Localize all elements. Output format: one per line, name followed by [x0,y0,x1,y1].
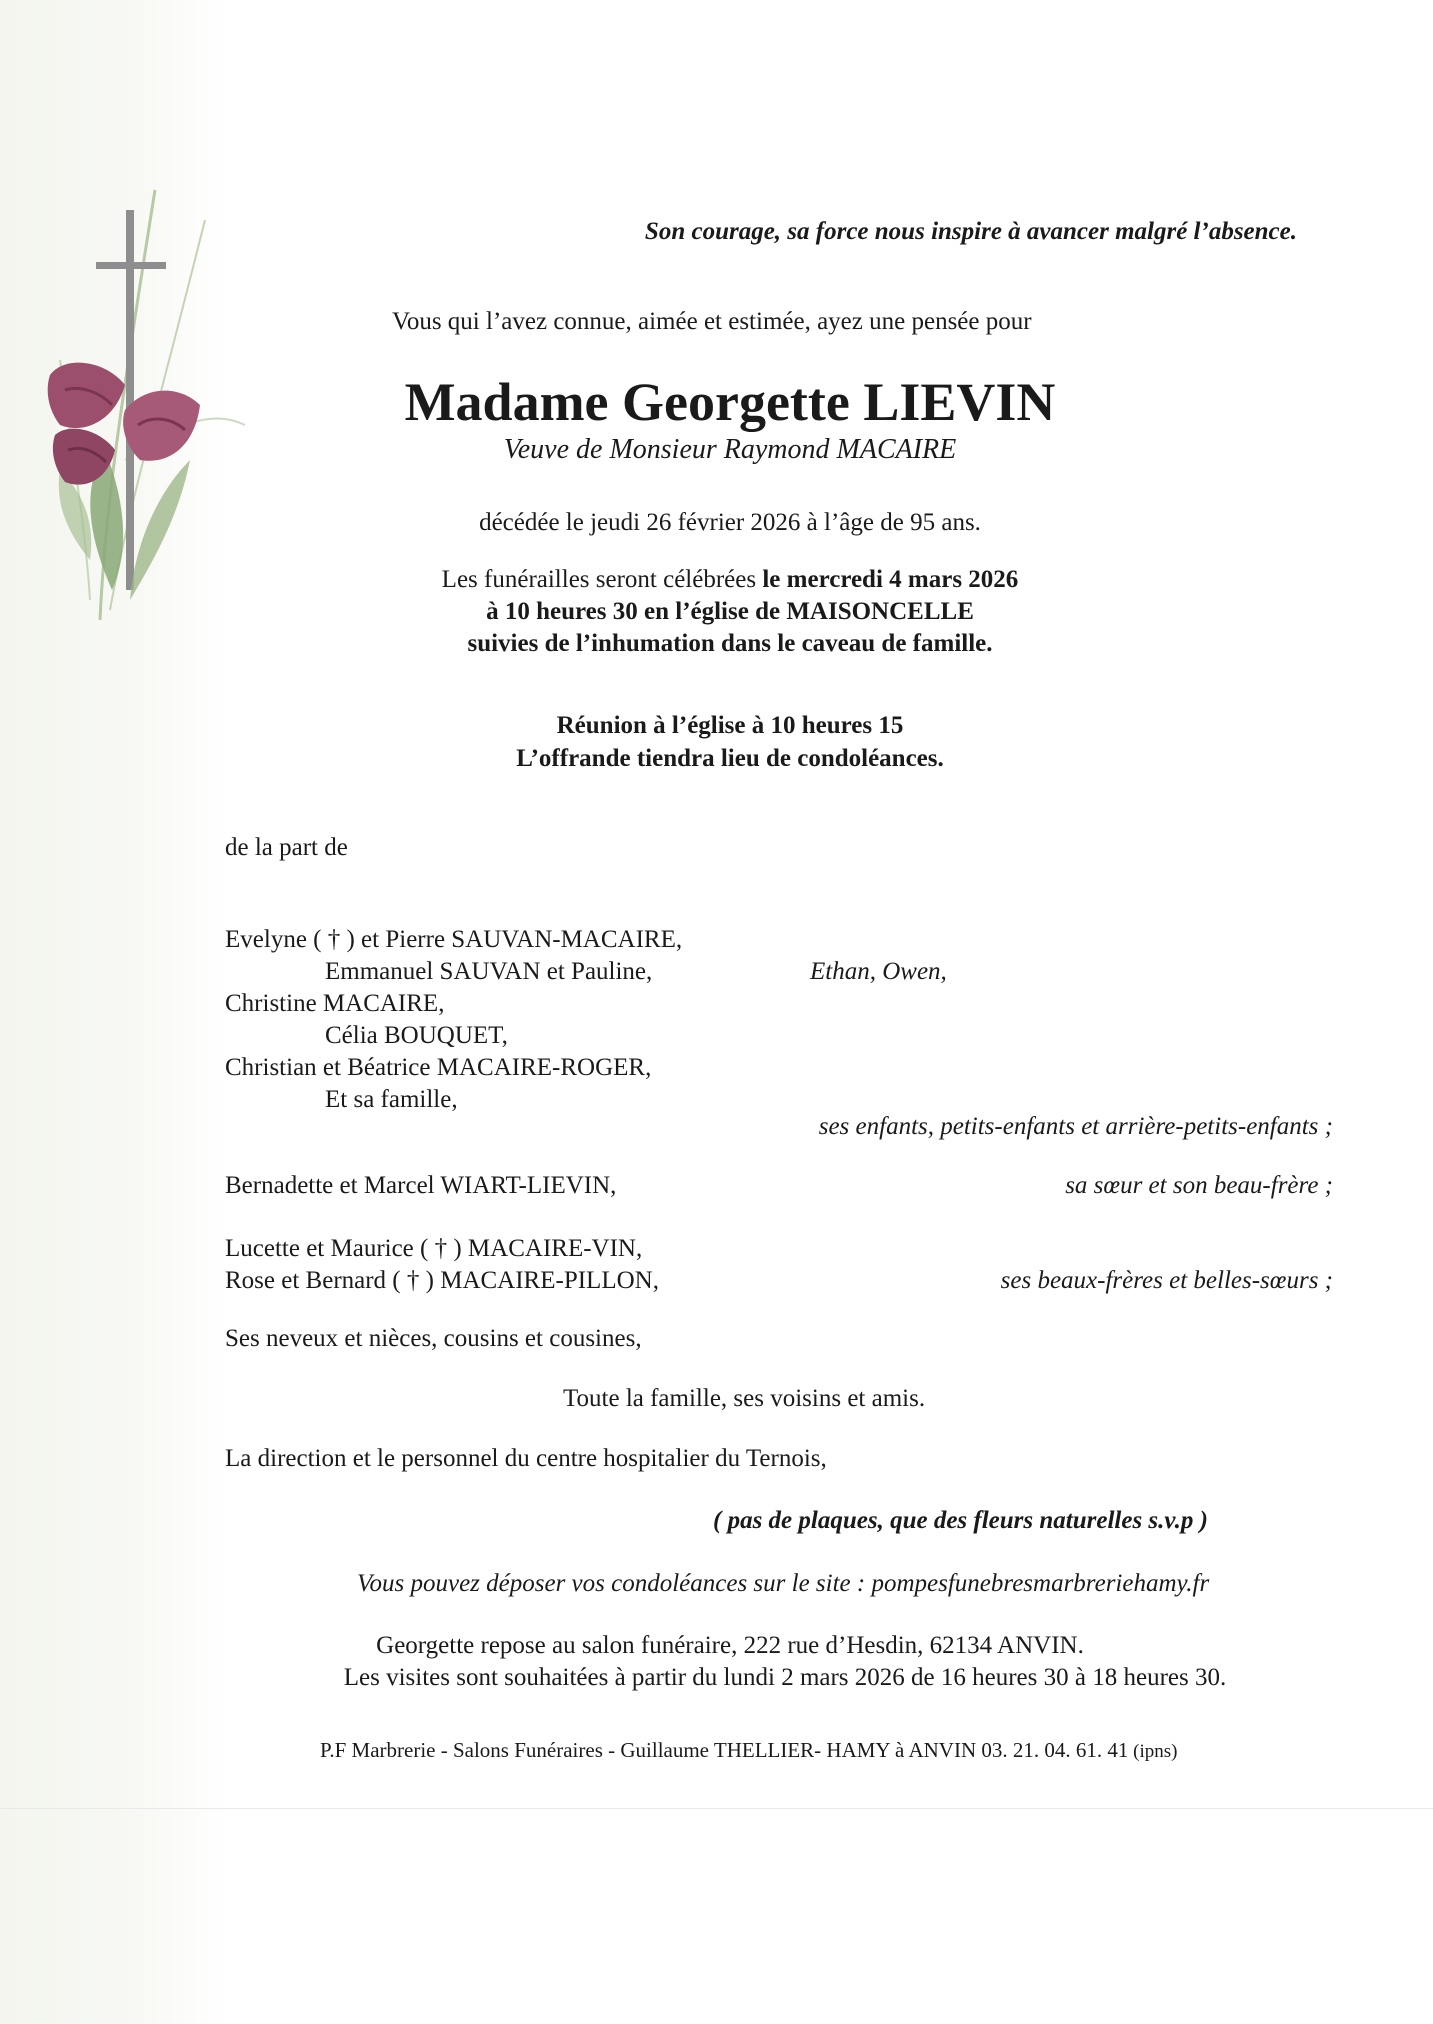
funeral-home-footer [320,1738,1177,1763]
lily-flower [48,363,125,428]
lily-flower [123,391,200,461]
sibling-relation: sa sœur et son beau-frère ; [1065,1172,1333,1199]
family-member: Christine MACAIRE, [225,990,445,1017]
rest-line-1: Georgette repose au salon funéraire, 222 rue d’Hesdin, 62134 ANVIN. [376,1632,1084,1659]
footer-main: P.F Marbrerie - Salons Funéraires - Guillaume THELLIER- HAMY à ANVIN 03. 21. 04. 61. 41 [320,1738,1129,1762]
nephews: Ses neveux et nièces, cousins et cousines, [225,1325,642,1352]
intro-text: Vous qui l’avez connue, aimée et estimée, ayez une pensée pour [392,308,1032,335]
funeral-date: le mercredi 4 mars 2026 [762,566,1019,593]
death-notice: décédée le jeudi 26 février 2026 à l’âge de 95 ans. [479,509,981,536]
condolences-site: Vous pouvez déposer vos condoléances sur le site : pompesfunebresmarbreriehamy.fr [357,1570,1210,1597]
cross-and-lilies-illustration [30,160,250,630]
great-grandchildren: Ethan, Owen, [810,958,947,985]
no-plaques-note: ( pas de plaques, que des fleurs naturelles s.v.p ) [713,1507,1208,1534]
footer-suffix: (ipns) [1128,1741,1178,1762]
meeting-line-1: Réunion à l’église à 10 heures 15 [556,712,904,739]
inlaw: Lucette et Maurice ( † ) MACAIRE-VIN, [225,1235,643,1262]
family-member: Emmanuel SAUVAN et Pauline, [325,958,653,985]
funeral-line-3: suivies de l’inhumation dans le caveau de famille. [467,630,993,657]
deceased-spouse: Veuve de Monsieur Raymond MACAIRE [503,434,957,465]
funeral-line-1 [290,566,1170,594]
rest-line-2: Les visites sont souhaitées à partir du lundi 2 mars 2026 de 16 heures 30 à 18 heures 30. [343,1664,1227,1691]
sibling: Bernadette et Marcel WIART-LIEVIN, [225,1172,617,1199]
family-member: Célia BOUQUET, [325,1022,508,1049]
from-label: de la part de [225,834,348,861]
family-member: Evelyne ( † ) et Pierre SAUVAN-MACAIRE, [225,926,683,953]
epigraph: Son courage, sa force nous inspire à avancer malgré l’absence. [644,218,1297,245]
page-divider [0,1808,1433,1809]
funeral-line-2: à 10 heures 30 en l’église de MAISONCELLE [486,598,974,625]
meeting-line-2: L’offrande tiendra lieu de condoléances. [516,745,944,772]
inlaw: Rose et Bernard ( † ) MACAIRE-PILLON, [225,1267,659,1294]
deceased-name: Madame Georgette LIEVIN [404,372,1056,432]
family-member: Christian et Béatrice MACAIRE-ROGER, [225,1054,652,1081]
all-family: Toute la famille, ses voisins et amis. [563,1385,926,1412]
family-member: Et sa famille, [325,1086,458,1113]
children-relation: ses enfants, petits-enfants et arrière-petits-enfants ; [818,1113,1333,1140]
cross-horizontal [96,262,166,269]
funeral-line-1-normal: Les funérailles seront célébrées [441,566,763,593]
inlaws-relation: ses beaux-frères et belles-sœurs ; [1000,1267,1333,1294]
hospital: La direction et le personnel du centre hospitalier du Ternois, [225,1445,827,1472]
